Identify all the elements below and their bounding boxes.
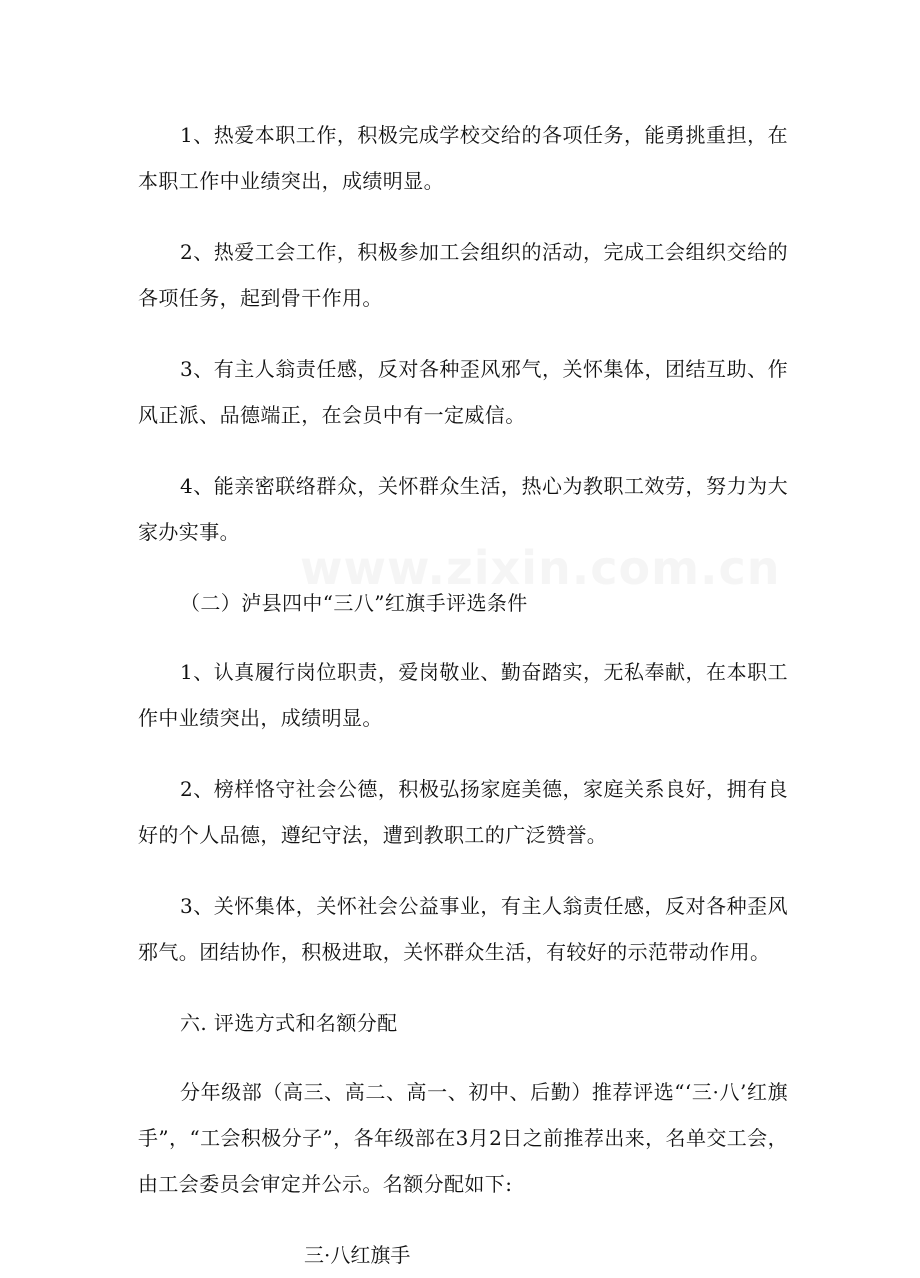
section-heading-criteria: （二）泸县四中“三八”红旗手评选条件 bbox=[180, 591, 528, 615]
document-body bbox=[138, 112, 788, 1278]
paragraph-1: 1、热爱本职工作，积极完成学校交给的各项任务，能勇挑重担，在本职工作中业绩突出，成绩明显。 bbox=[138, 123, 788, 193]
watermark-text: www.zixin.com.cn bbox=[300, 541, 781, 595]
paragraph-2: 2、热爱工会工作，积极参加工会组织的活动，完成工会组织交给的各项任务，起到骨干作用。 bbox=[138, 240, 788, 310]
paragraph-7: 3、关怀集体，关怀社会公益事业，有主人翁责任感，反对各种歪风邪气。团结协作，积极进取，关怀群众生活，有较好的示范带动作用。 bbox=[138, 894, 788, 964]
paragraph-4: 4、能亲密联络群众，关怀群众生活，热心为教职工效劳，努力为大家办实事。 bbox=[138, 474, 788, 544]
section-heading-selection-method: 六. 评选方式和名额分配 bbox=[180, 1011, 398, 1035]
subtitle-red-flag-bearer: 三·八红旗手 bbox=[304, 1243, 411, 1267]
paragraph-8: 分年级部（高三、高二、高一、初中、后勤）推荐评选“‘三·八’红旗手”，“工会积极分子”，各年级部在3月2日之前推荐出来，名单交工会，由工会委员会审定并公示。名额分配如下: bbox=[138, 1080, 788, 1196]
paragraph-5: 1、认真履行岗位职责，爱岗敬业、勤奋踏实，无私奉献，在本职工作中业绩突出，成绩明显。 bbox=[138, 660, 788, 730]
paragraph-3: 3、有主人翁责任感，反对各种歪风邪气，关怀集体，团结互助、作风正派、品德端正，在会员中有一定威信。 bbox=[138, 357, 788, 427]
paragraph-6: 2、榜样恪守社会公德，积极弘扬家庭美德，家庭关系良好，拥有良好的个人品德，遵纪守法，遭到教职工的广泛赞誉。 bbox=[138, 777, 788, 847]
